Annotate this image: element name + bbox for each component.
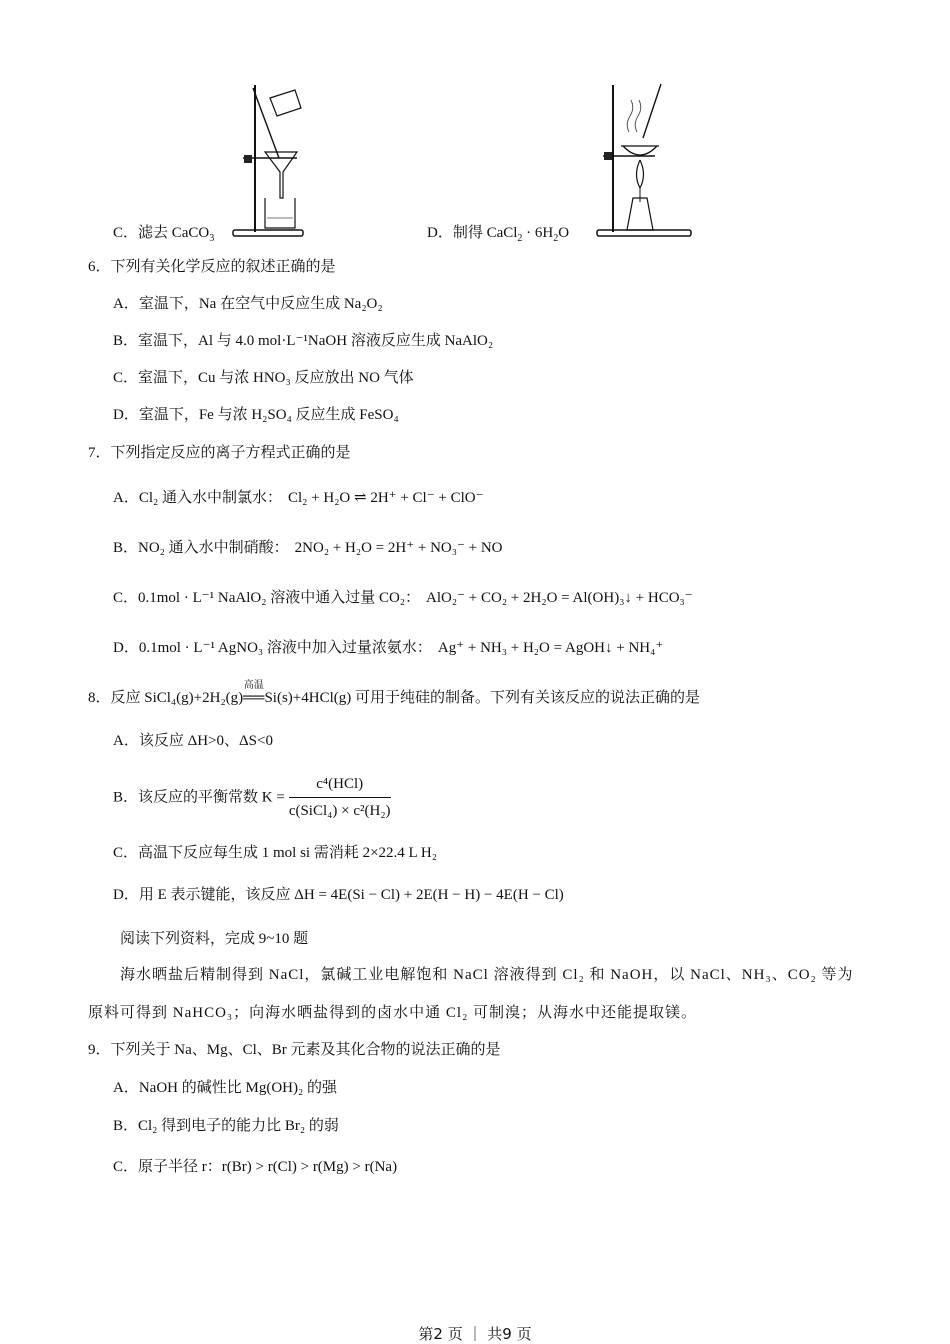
q9-option-b: B．Cl₂ 得到电子的能力比 Br₂ 的弱 xyxy=(113,1118,339,1134)
q7-a-text: A．Cl₂ 通入水中制氯水： xyxy=(113,490,282,506)
q8-condition: 高温 xyxy=(243,680,264,691)
q7-option-b xyxy=(113,538,503,558)
reading-intro: 阅读下列资料，完成 9~10 题 xyxy=(120,931,309,947)
q8-k-denominator: c(SiCl₄) × c²(H₂) xyxy=(288,803,391,819)
q8-option-c: C．高温下反应每生成 1 mol si 需消耗 2×22.4 L H₂ xyxy=(113,845,437,861)
reading-paragraph: 海水晒盐后精制得到 NaCl，氯碱工业电解饱和 NaCl 溶液得到 Cl₂ 和 NaOH，以 NaCl、NH₃、CO₂ 等为原料可得到 NaHCO₃；向海水晒盐得到的卤水中通 Cl₂ 可制溴；从海水中还能提取镁。 xyxy=(88,967,854,1021)
q6-option-c: C．室温下，Cu 与浓 HNO₃ 反应放出 NO 气体 xyxy=(113,370,414,386)
q6-stem: 6．下列有关化学反应的叙述正确的是 xyxy=(88,259,336,275)
evaporation-apparatus-figure xyxy=(595,80,695,240)
filtration-apparatus-figure xyxy=(225,80,305,240)
q8-option-b: B．该反应的平衡常数 K = $\frac{\text{c⁴(HCl)}}{\text{c(SiCl₄) × c²(H₂)}}$ xyxy=(113,773,391,822)
q7-c-text: C．0.1mol · L⁻¹ NaAlO₂ 溶液中通入过量 CO₂： xyxy=(113,590,421,606)
q6-option-a: A．室温下，Na 在空气中反应生成 Na₂O₂ xyxy=(113,296,383,312)
q7-b-text: B．NO₂ 通入水中制硝酸： xyxy=(113,540,289,556)
q8-reaction-arrow: 高温 ══ xyxy=(243,688,264,708)
q7-option-d xyxy=(113,638,663,658)
q7-stem: 7．下列指定反应的离子方程式正确的是 xyxy=(88,445,351,461)
q7-b-equation: 2NO₂ + H₂O = 2H⁺ + NO₃⁻ + NO xyxy=(294,540,503,556)
q6-option-d: D．室温下，Fe 与浓 H₂SO₄ 反应生成 FeSO₄ xyxy=(113,407,399,423)
q8-option-d: D．用 E 表示键能，该反应 ΔH = 4E(Si − Cl) + 2E(H − H) − 4E(H − Cl) xyxy=(113,887,564,903)
q6-option-b: B．室温下，Al 与 4.0 mol·L⁻¹NaOH 溶液反应生成 NaAlO₂ xyxy=(113,333,494,349)
figure-c-label: C．滤去 CaCO$_3$ xyxy=(113,225,215,244)
q7-d-equation: Ag⁺ + NH₃ + H₂O = AgOH↓ + NH₄⁺ xyxy=(437,640,664,656)
q8-k-numerator: c⁴(HCl) xyxy=(289,773,391,798)
q8-option-a: A．该反应 ΔH>0、ΔS<0 xyxy=(113,733,273,749)
figure-d-label: D．制得 CaCl$_2$ · $6H_2O$ xyxy=(427,225,570,244)
q7-d-text: D．0.1mol · L⁻¹ AgNO₃ 溶液中加入过量浓氨水： xyxy=(113,640,432,656)
q7-option-a xyxy=(113,488,484,508)
page-footer: 第2 页 ｜ 共9 页 xyxy=(418,1325,532,1343)
q9-stem: 9．下列关于 Na、Mg、Cl、Br 元素及其化合物的说法正确的是 xyxy=(88,1042,501,1058)
q7-a-equation: Cl₂ + H₂O ⇌ 2H⁺ + Cl⁻ + ClO⁻ xyxy=(288,490,484,506)
q7-c-equation: AlO₂⁻ + CO₂ + 2H₂O = Al(OH)₃↓ + HCO₃⁻ xyxy=(426,590,693,606)
q7-option-c xyxy=(113,588,693,608)
q9-option-c: C．原子半径 r：r(Br) > r(Cl) > r(Mg) > r(Na) xyxy=(113,1159,398,1175)
q8-k-fraction xyxy=(289,773,391,822)
q8-stem: 8．反应 SiCl₄(g)+2H₂(g) 高温 ══Si(s)+4HCl(g) 可用于纯硅的制备。下列有关该反应的说法正确的是 xyxy=(88,688,700,708)
q9-option-a: A．NaOH 的碱性比 Mg(OH)₂ 的强 xyxy=(113,1080,337,1096)
